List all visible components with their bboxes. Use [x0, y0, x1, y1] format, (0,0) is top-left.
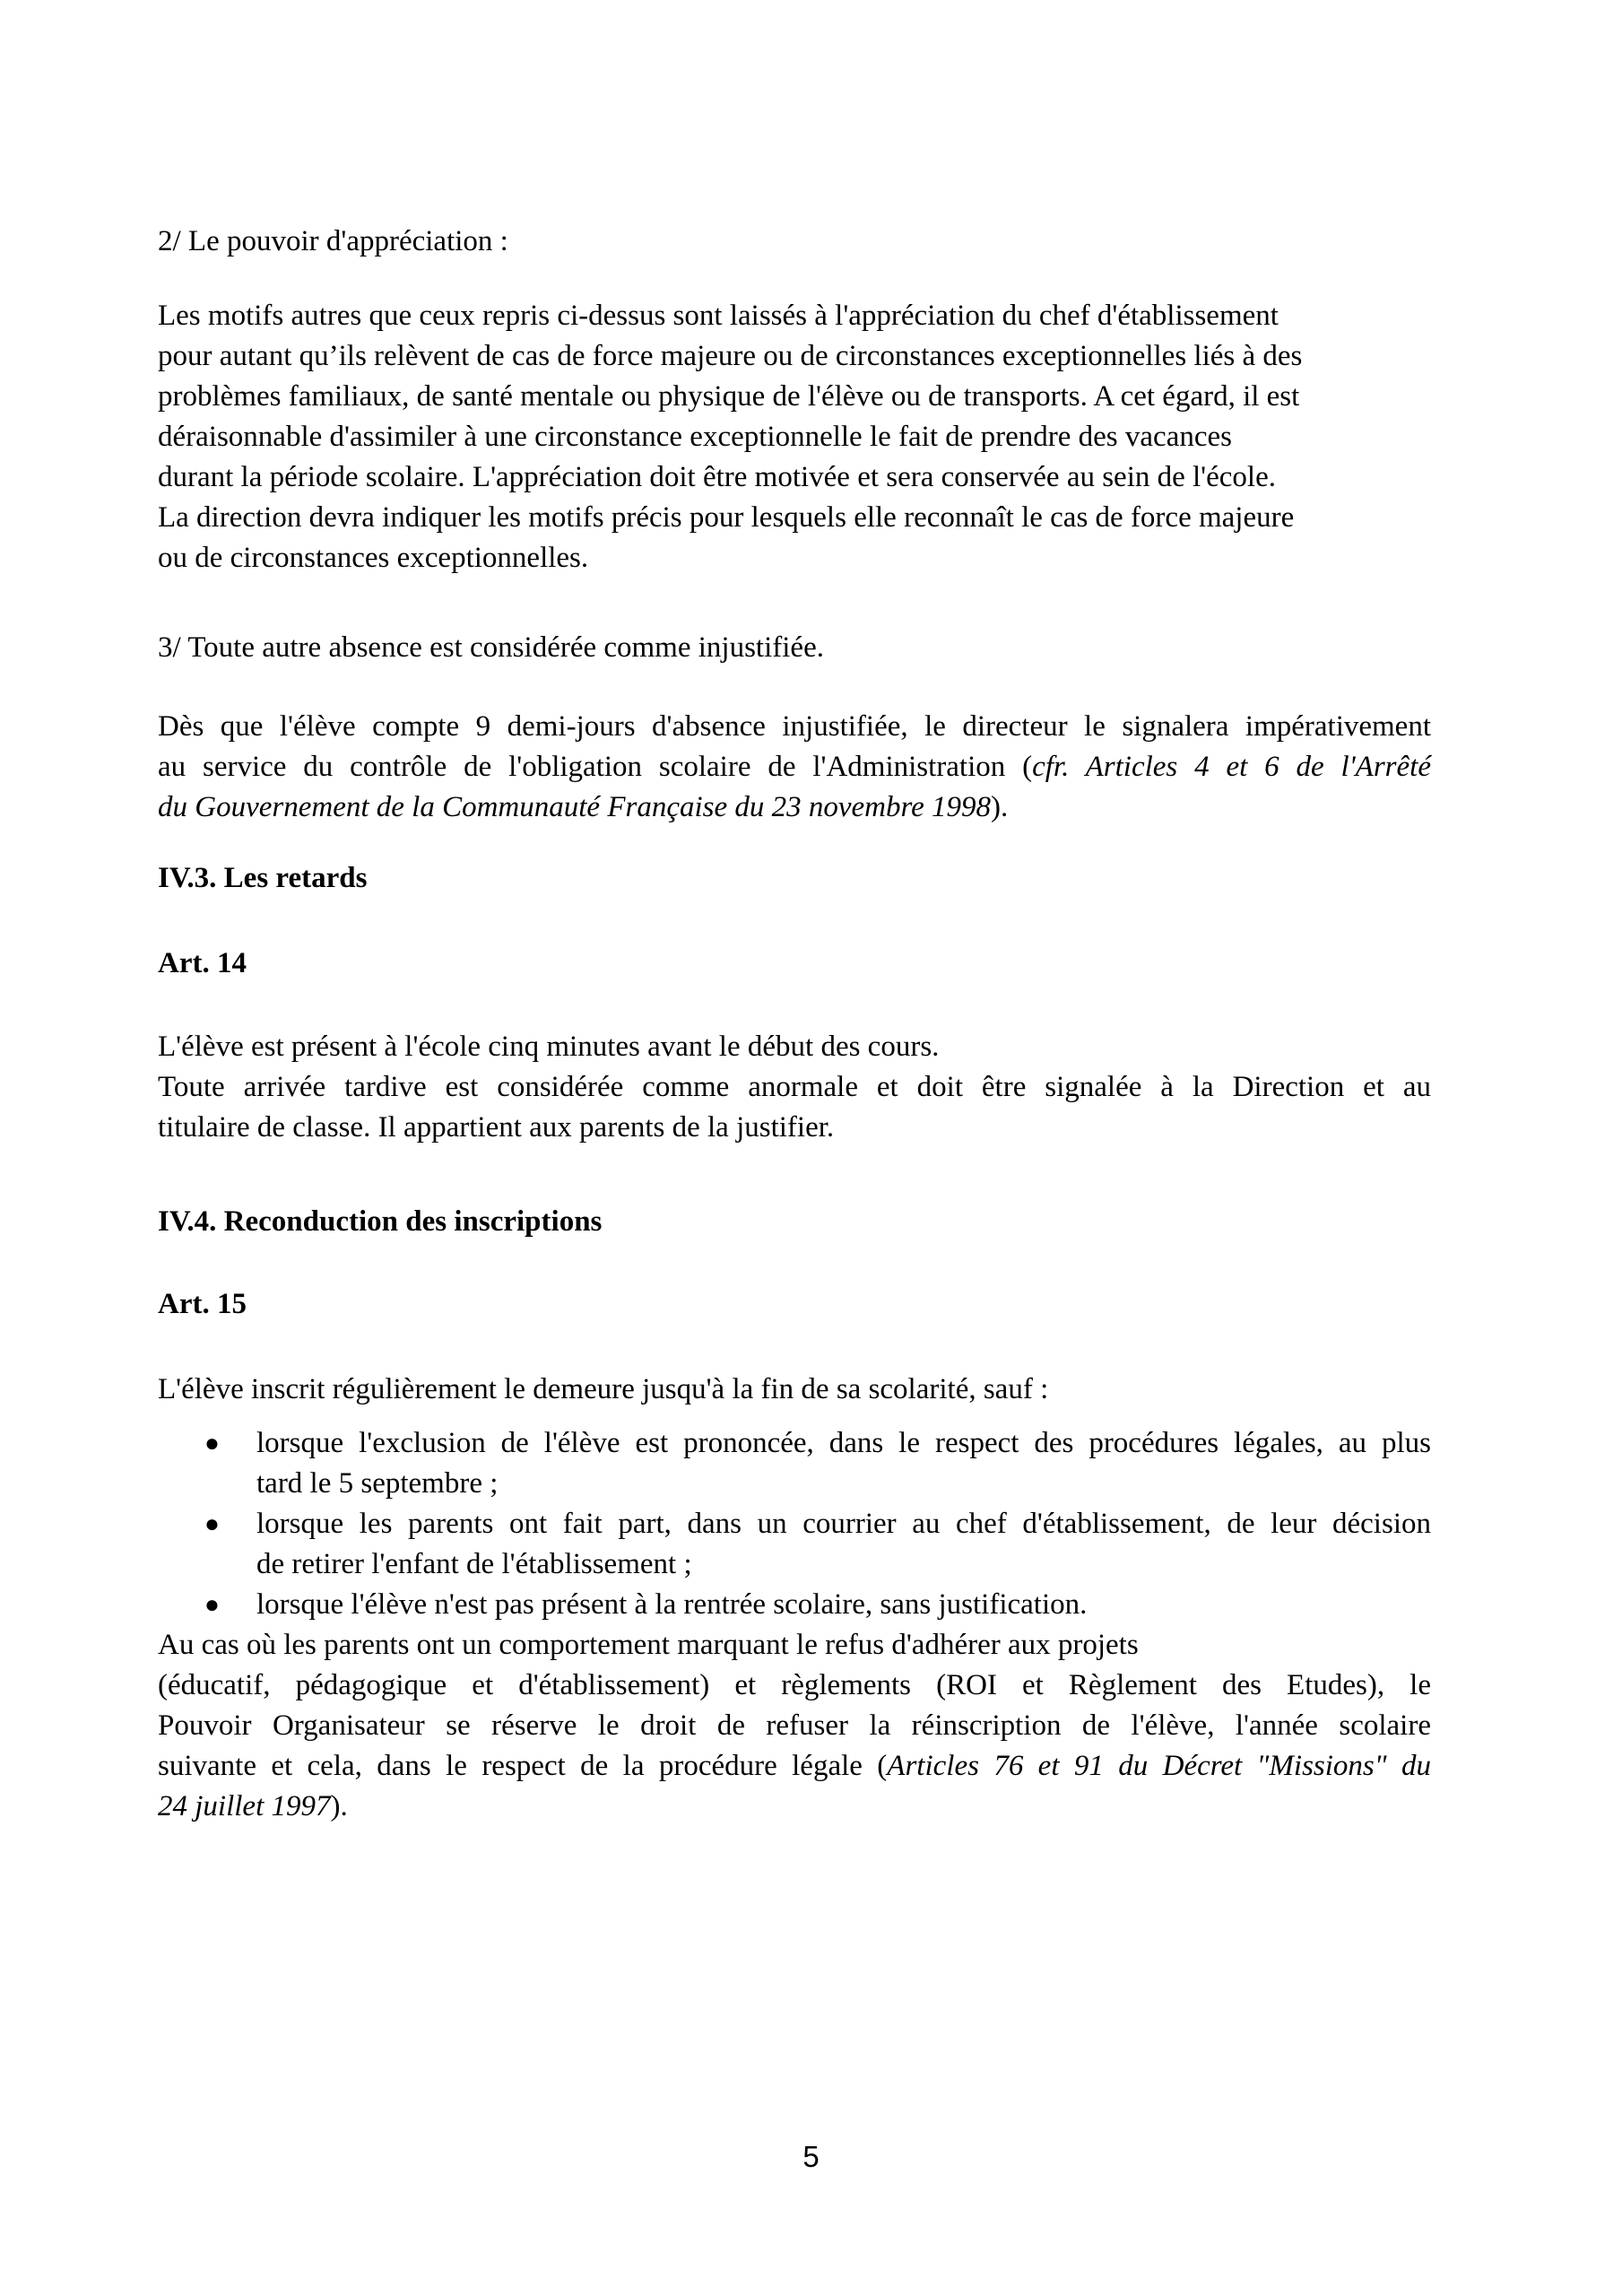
paragraph-text: ). [330, 1790, 348, 1822]
paragraph-line [158, 747, 1431, 787]
legal-reference: du Gouvernement de la Communauté Française du 23 novembre 1998 [158, 791, 992, 823]
section-3-heading [158, 628, 1431, 668]
closing-paragraph [158, 1625, 1431, 1827]
article-15-label: Art. 15 [158, 1288, 247, 1320]
paragraph-line: titulaire de classe. Il appartient aux parents de la justifier. [158, 1111, 835, 1144]
section-2-heading [158, 222, 1431, 262]
paragraph-line [158, 787, 1431, 828]
paragraph-line [158, 1787, 1431, 1827]
list-item-line: lorsque les parents ont fait part, dans un courrier au chef d'établissement, de leur décision [256, 1508, 1431, 1540]
paragraph-line: problèmes familiaux, de santé mentale ou physique de l'élève ou de transports. A cet égard, il est [158, 380, 1300, 413]
paragraph-line: Toute arrivée tardive est considérée comme anormale et doit être signalée à la Direction et au [158, 1071, 1431, 1103]
list-item-line: de retirer l'enfant de l'établissement ; [256, 1548, 692, 1580]
legal-reference: Articles 76 et 91 du Décret "Missions" du [887, 1750, 1431, 1782]
list-item-line: lorsque l'élève n'est pas présent à la rentrée scolaire, sans justification. [256, 1588, 1088, 1621]
page-number: 5 [802, 2140, 820, 2173]
legal-reference: cfr. Articles 4 et 6 de l'Arrêté [1032, 751, 1431, 783]
paragraph-line: Les motifs autres que ceux repris ci-dessus sont laissés à l'appréciation du chef d'établissement [158, 300, 1279, 332]
article-14-heading [158, 944, 1431, 984]
article-14-label: Art. 14 [158, 947, 247, 979]
list-item [158, 1423, 1431, 1504]
section-iv4-heading-text: IV.4. Reconduction des inscriptions [158, 1205, 603, 1238]
bullet-icon: ● [204, 1591, 220, 1619]
paragraph-text: suivante et cela, dans le respect de la procédure légale ( [158, 1750, 888, 1782]
legal-reference: 24 juillet 1997 [158, 1790, 331, 1822]
paragraph-line: durant la période scolaire. L'appréciation doit être motivée et sera conservée au sein de l'école. [158, 461, 1276, 493]
paragraph-line: ou de circonstances exceptionnelles. [158, 542, 589, 574]
section-iv3-heading [158, 858, 1431, 899]
list-item [158, 1585, 1431, 1625]
bullet-icon: ● [204, 1430, 220, 1457]
article-15-heading [158, 1284, 1431, 1325]
bullet-list [158, 1423, 1431, 1625]
paragraph-line: Dès que l'élève compte 9 demi-jours d'absence injustifiée, le directeur le signalera impérativement [158, 710, 1431, 743]
article-14-paragraph [158, 1027, 1431, 1148]
paragraph-line: pour autant qu’ils relèvent de cas de force majeure ou de circonstances exceptionnelles liés à des [158, 340, 1303, 372]
section-2-heading-text: 2/ Le pouvoir d'appréciation : [158, 225, 508, 257]
section-3-paragraph [158, 707, 1431, 828]
paragraph-line: (éducatif, pédagogique et d'établissement) et règlements (ROI et Règlement des Etudes), le [158, 1669, 1431, 1701]
bullet-icon: ● [204, 1510, 220, 1538]
section-3-heading-text: 3/ Toute autre absence est considérée comme injustifiée. [158, 631, 824, 664]
paragraph-text: au service du contrôle de l'obligation scolaire de l'Administration ( [158, 751, 1033, 783]
section-iv4-heading [158, 1202, 1431, 1242]
paragraph-text: ). [991, 791, 1009, 823]
article-15-intro [158, 1370, 1431, 1410]
list-item-line: tard le 5 septembre ; [256, 1467, 499, 1500]
section-iv3-heading-text: IV.3. Les retards [158, 862, 368, 894]
paragraph-line [158, 1746, 1431, 1787]
paragraph-line: L'élève inscrit régulièrement le demeure jusqu'à la fin de sa scolarité, sauf : [158, 1373, 1049, 1405]
list-item-line: lorsque l'exclusion de l'élève est prononcée, dans le respect des procédures légales, au plus [256, 1427, 1431, 1459]
paragraph-line: déraisonnable d'assimiler à une circonstance exceptionnelle le fait de prendre des vacances [158, 421, 1232, 453]
paragraph-line: L'élève est présent à l'école cinq minutes avant le début des cours. [158, 1031, 940, 1063]
paragraph-line: La direction devra indiquer les motifs précis pour lesquels elle reconnaît le cas de force majeure [158, 501, 1295, 534]
list-item [158, 1504, 1431, 1585]
paragraph-line: Pouvoir Organisateur se réserve le droit de refuser la réinscription de l'élève, l'année scolaire [158, 1709, 1431, 1742]
paragraph-line: Au cas où les parents ont un comportement marquant le refus d'adhérer aux projets [158, 1629, 1139, 1661]
section-2-paragraph [158, 296, 1431, 578]
